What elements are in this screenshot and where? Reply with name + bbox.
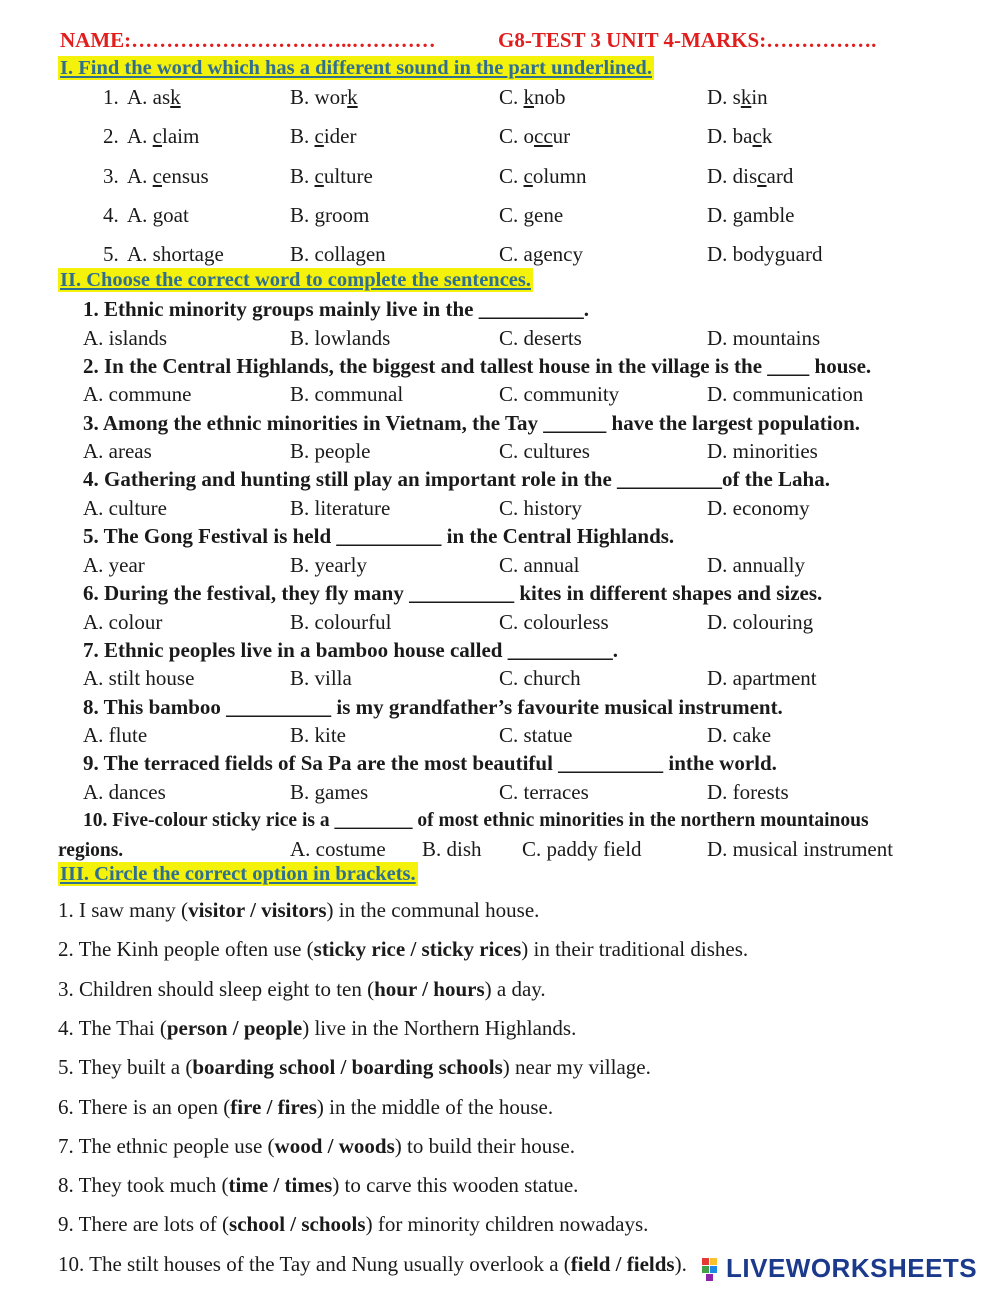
answer-option[interactable]: C. column (499, 164, 587, 188)
question-number: 4. (103, 203, 119, 227)
answer-option[interactable]: A. dances (83, 779, 166, 804)
question-stem: 3. Among the ethnic minorities in Vietnam, the Tay ______ have the largest population. (83, 410, 861, 435)
name-field-label: NAME:…………………………..………… (60, 28, 436, 52)
answer-option[interactable]: D. communication (707, 382, 864, 407)
question-number: 2. (103, 124, 119, 148)
answer-option[interactable]: C. agency (499, 242, 583, 266)
answer-option[interactable]: C. cultures (499, 439, 590, 464)
answer-option[interactable]: B. games (290, 779, 369, 804)
bracket-options[interactable]: school / schools (229, 1212, 366, 1237)
question-stem: 7. Ethnic peoples live in a bamboo house called __________. (83, 637, 618, 662)
answer-option[interactable]: D. mountains (707, 325, 821, 350)
answer-option[interactable]: B. communal (290, 382, 404, 407)
question-stem: 2. In the Central Highlands, the biggest and tallest house in the village is the ____ house. (83, 353, 872, 378)
answer-option[interactable]: C. statue (499, 723, 573, 748)
answer-option[interactable]: A. flute (83, 723, 148, 748)
answer-option[interactable]: D. colouring (707, 609, 814, 634)
answer-option[interactable]: C. paddy field (522, 836, 642, 861)
answer-option[interactable]: D. minorities (707, 439, 818, 464)
answer-option[interactable]: A. commune (83, 382, 192, 407)
answer-option[interactable]: B. villa (290, 666, 352, 691)
question-stem: 8. This bamboo __________ is my grandfather’s favourite musical instrument. (83, 694, 783, 719)
answer-option[interactable]: A. areas (83, 439, 152, 464)
answer-option[interactable]: D. economy (707, 495, 810, 520)
answer-option[interactable]: B. culture (290, 164, 373, 188)
test-title: G8-TEST 3 UNIT 4-MARKS:……………. (498, 28, 877, 52)
answer-option[interactable]: C. occur (499, 124, 571, 148)
sentence-item: 5. They built a (boarding school / boarding schools) near my village. (58, 1055, 651, 1080)
bracket-options[interactable]: hour / hours (374, 976, 485, 1001)
answer-option[interactable]: C. history (499, 495, 582, 520)
answer-option[interactable]: D. musical instrument (707, 836, 894, 861)
sentence-item: 6. There is an open (fire / fires) in the middle of the house. (58, 1094, 554, 1119)
question-stem: 6. During the festival, they fly many __________ kites in different shapes and sizes. (83, 581, 823, 605)
section-3-heading: III. Circle the correct option in brackets. (60, 863, 416, 885)
answer-option[interactable]: D. apartment (707, 666, 817, 691)
bracket-options[interactable]: boarding school / boarding schools (192, 1055, 503, 1080)
answer-option[interactable]: A. ask (127, 85, 181, 109)
answer-option[interactable]: A. claim (127, 124, 200, 148)
bracket-options[interactable]: time / times (228, 1173, 333, 1198)
answer-option[interactable]: C. terraces (499, 779, 589, 804)
sentence-item: 2. The Kinh people often use (sticky rice / sticky rices) in their traditional dishes. (58, 937, 749, 962)
answer-option[interactable]: A. stilt house (83, 666, 195, 691)
answer-option[interactable]: B. literature (290, 495, 391, 520)
question-number: 3. (103, 164, 119, 188)
answer-option[interactable]: C. church (499, 666, 581, 691)
answer-option[interactable]: A. shortage (127, 242, 224, 266)
answer-option[interactable]: B. work (290, 85, 358, 109)
answer-option[interactable]: D. cake (707, 723, 772, 748)
answer-option[interactable]: C. deserts (499, 325, 582, 350)
answer-option[interactable]: D. annually (707, 552, 805, 577)
answer-option[interactable]: D. back (707, 124, 773, 148)
question-stem: 4. Gathering and hunting still play an important role in the __________of the Laha. (83, 467, 830, 492)
bracket-options[interactable]: person / people (166, 1015, 303, 1040)
sentence-item: 7. The ethnic people use (wood / woods) to build their house. (58, 1133, 575, 1158)
answer-option[interactable]: C. annual (499, 552, 580, 577)
answer-option[interactable]: B. groom (290, 203, 370, 227)
question-number: 1. (103, 85, 119, 109)
bracket-options[interactable]: sticky rice / sticky rices (313, 937, 522, 962)
answer-option[interactable]: A. costume (290, 836, 386, 861)
answer-option[interactable]: D. bodyguard (707, 242, 823, 266)
answer-option[interactable]: B. colourful (290, 609, 392, 634)
question-stem-continued: regions. (58, 839, 124, 861)
answer-option[interactable]: A. islands (83, 325, 167, 350)
answer-option[interactable]: C. community (499, 382, 620, 407)
sentence-item: 1. I saw many (visitor / visitors) in the communal house. (58, 898, 540, 922)
answer-option[interactable]: C. gene (499, 203, 564, 227)
answer-option[interactable]: A. year (83, 552, 145, 577)
sentence-item: 3. Children should sleep eight to ten (hour / hours) a day. (58, 976, 546, 1001)
section-1-heading: I. Find the word which has a different sound in the part underlined. (60, 57, 652, 79)
question-stem: 10. Five-colour sticky rice is a ________ of most ethnic minorities in the northern mountainous (83, 810, 869, 832)
answer-option[interactable]: A. colour (83, 609, 163, 634)
answer-option[interactable]: B. kite (290, 723, 346, 748)
answer-option[interactable]: B. yearly (290, 552, 367, 577)
bracket-options[interactable]: visitor / visitors (188, 898, 327, 922)
question-number: 5. (103, 242, 119, 266)
answer-option[interactable]: D. forests (707, 779, 789, 804)
answer-option[interactable]: B. dish (422, 836, 482, 861)
sentence-item: 9. There are lots of (school / schools) for minority children nowadays. (58, 1212, 649, 1237)
liveworksheets-watermark: LIVEWORKSHEETS (726, 1253, 978, 1283)
answer-option[interactable]: B. lowlands (290, 325, 391, 350)
answer-option[interactable]: D. skin (707, 85, 768, 109)
answer-option[interactable]: B. collagen (290, 242, 386, 266)
sentence-item: 10. The stilt houses of the Tay and Nung usually overlook a (field / fields). (58, 1251, 687, 1276)
section-2-heading: II. Choose the correct word to complete the sentences. (60, 269, 531, 291)
question-stem: 5. The Gong Festival is held __________ in the Central Highlands. (83, 524, 675, 549)
answer-option[interactable]: B. people (290, 439, 371, 464)
bracket-options[interactable]: wood / woods (274, 1133, 395, 1158)
answer-option[interactable]: D. discard (707, 164, 794, 188)
answer-option[interactable]: B. cider (290, 124, 357, 148)
answer-option[interactable]: A. goat (127, 203, 189, 227)
sentence-item: 8. They took much (time / times) to carve this wooden statue. (58, 1173, 579, 1198)
answer-option[interactable]: C. knob (499, 85, 566, 109)
question-stem: 1. Ethnic minority groups mainly live in the __________. (83, 297, 589, 321)
answer-option[interactable]: C. colourless (499, 609, 609, 634)
answer-option[interactable]: A. census (127, 164, 209, 188)
bracket-options[interactable]: field / fields (570, 1251, 675, 1276)
answer-option[interactable]: A. culture (83, 495, 167, 520)
bracket-options[interactable]: fire / fires (230, 1094, 317, 1119)
answer-option[interactable]: D. gamble (707, 203, 795, 227)
question-stem: 9. The terraced fields of Sa Pa are the most beautiful __________ inthe world. (83, 751, 777, 776)
sentence-item: 4. The Thai (person / people) live in the Northern Highlands. (58, 1015, 577, 1040)
